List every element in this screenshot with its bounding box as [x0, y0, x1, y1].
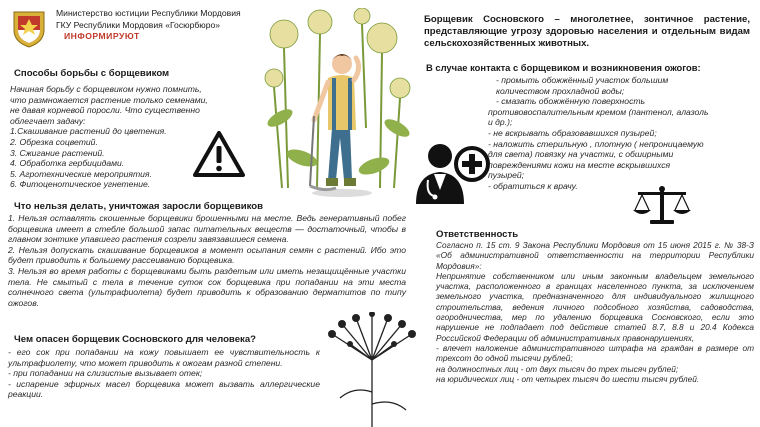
contact-line: - обратиться к врачу. [488, 180, 578, 191]
dont-paragraph: 3. Нельзя во время работы с борщевиками быть раздетым или иметь незащищённые участки тела. Не смытый с тела в течение суток сок борщевика при попадании на эти места солнечного света (ультрафиолета) будет приводить к образованию дерматитов по типу ожогов. [8, 265, 406, 308]
dont-paragraph: 1. Нельзя оставлять скошенные борщевики брошенными на месте. Ведь генеративный побег борщевика имеет в стебле большой запас питательных веществ — достаточный, чтобы в главном зонтике упавшего растения созрели завязавшиеся семена. [8, 213, 406, 245]
method-item: 4. Обработка гербицидами. [10, 158, 125, 169]
method-item: 3. Сжигание растений. [10, 147, 105, 158]
liability-violation: Непринятие собственником или иным законным владельцем земельного участка, расположенного в границах населенного пункта, за исключением земельного участка, предназначенного для индивидуального жилищного строительства, ведения личного подсобного хозяйства, садоводства, огородничества, мер по удалению борщевика Сосновского, если это нарушение не подпадает под действие статей 8.7, 8.8 и 20.4 Кодекса Российской Федерации об административных правонарушениях, [436, 270, 754, 343]
contact-line: и др.); [488, 117, 513, 128]
contact-line: количеством прохладной воды; [496, 85, 625, 96]
coat-of-arms-icon [10, 8, 48, 48]
intro-text: Борщевик Сосновского – многолетнее, зонтичное растение, представляющие угрозу здоровью населения и отдельным видам сельскохозяйственных животных. [424, 14, 750, 49]
methods-title: Способы борьбы с борщевиком [14, 68, 170, 79]
contact-line: - промыть обожжённый участок большим [496, 75, 669, 85]
danger-item: - при попадании на слизистые вызывает отек; [8, 368, 203, 379]
contact-line: пузырей; [488, 170, 525, 181]
danger-item: - испарение эфирных масел борщевика может вызвать аллергические реакции. [8, 378, 320, 400]
liability-law: Согласно п. 15 ст. 9 Закона Республики Мордовия от 15 июня 2015 г. № 38-З «Об административной ответственности на территории Республики Мордовия»: [436, 240, 754, 271]
methods-body [10, 84, 208, 190]
donts-body [8, 213, 406, 308]
ministry-name: Министерство юстиции Республики Мордовия [56, 8, 241, 18]
danger-title: Чем опасен борщевик Сосновского для человека? [14, 334, 257, 345]
method-item: 5. Агротехнические мероприятия. [10, 168, 152, 179]
contact-line: - смазать обожжённую поверхность [496, 96, 646, 107]
warning-triangle-icon [192, 130, 246, 178]
method-item: 1.Скашивание растений до цветения. [10, 126, 167, 137]
hogweed-plant-icon [320, 312, 424, 427]
dont-paragraph: 2. Нельзя допускать скашивание борщевиков в момент осыпания семян с растений. Ибо это будет приводить к большему рассеиванию борщевика. [8, 244, 406, 266]
methods-intro-line: не давая корневой поросли. Что существенно [10, 105, 200, 116]
scales-of-justice-icon [632, 184, 692, 226]
methods-intro-line: что размножается растение только семенами, [10, 94, 208, 105]
contact-line: противовоспалительным кремом (пантенол, алазоль [488, 106, 709, 117]
contact-title: В случае контакта с борщевиком и возникновения ожогов: [426, 62, 701, 73]
methods-intro-line: Начиная борьбу с борщевиком нужно помнить, [10, 84, 202, 94]
contact-line: повреждениями кожи на месте вскрывшихся [488, 159, 671, 170]
contact-line: - наложить стерильную , плотную ( непроницаемую [488, 138, 704, 149]
fine-item: на должностных лиц - от двух тысяч до трех тысяч рублей; [436, 363, 679, 374]
hogweed-illustration [262, 8, 412, 198]
fine-item: - влечет наложение административного штрафа на граждан в размере от трехсот до одной тысячи рублей; [436, 342, 754, 364]
contact-line: для света) повязку на участки, с обширными [488, 149, 674, 160]
bureau-name: ГКУ Республики Мордовия «Госюрбюро» [56, 19, 221, 30]
method-item: 2. Обрезка соцветий. [10, 136, 98, 147]
contact-line: - не вскрывать образовавшихся пузырей; [488, 127, 657, 138]
doctor-plus-icon [414, 140, 490, 206]
method-item: 6. Фитоценотическое угнетение. [10, 179, 151, 190]
header [56, 8, 241, 43]
inform-label: ИНФОРМИРУЮТ [64, 31, 140, 41]
liability-body [436, 240, 754, 384]
fine-item: на юридических лиц - от четырех тысяч до шести тысяч рублей. [436, 373, 700, 384]
danger-body [8, 347, 320, 400]
contact-list [488, 75, 758, 192]
liability-title: Ответственность [436, 229, 519, 240]
methods-intro-line: облегчает задачу: [10, 115, 86, 126]
danger-item: - его сок при попадании на кожу повышает ее чувствительность к ультрафиолету, что может приводить к ожогам разной степени. [8, 347, 320, 368]
donts-title: Что нельзя делать, уничтожая заросли борщевиков [14, 201, 264, 212]
